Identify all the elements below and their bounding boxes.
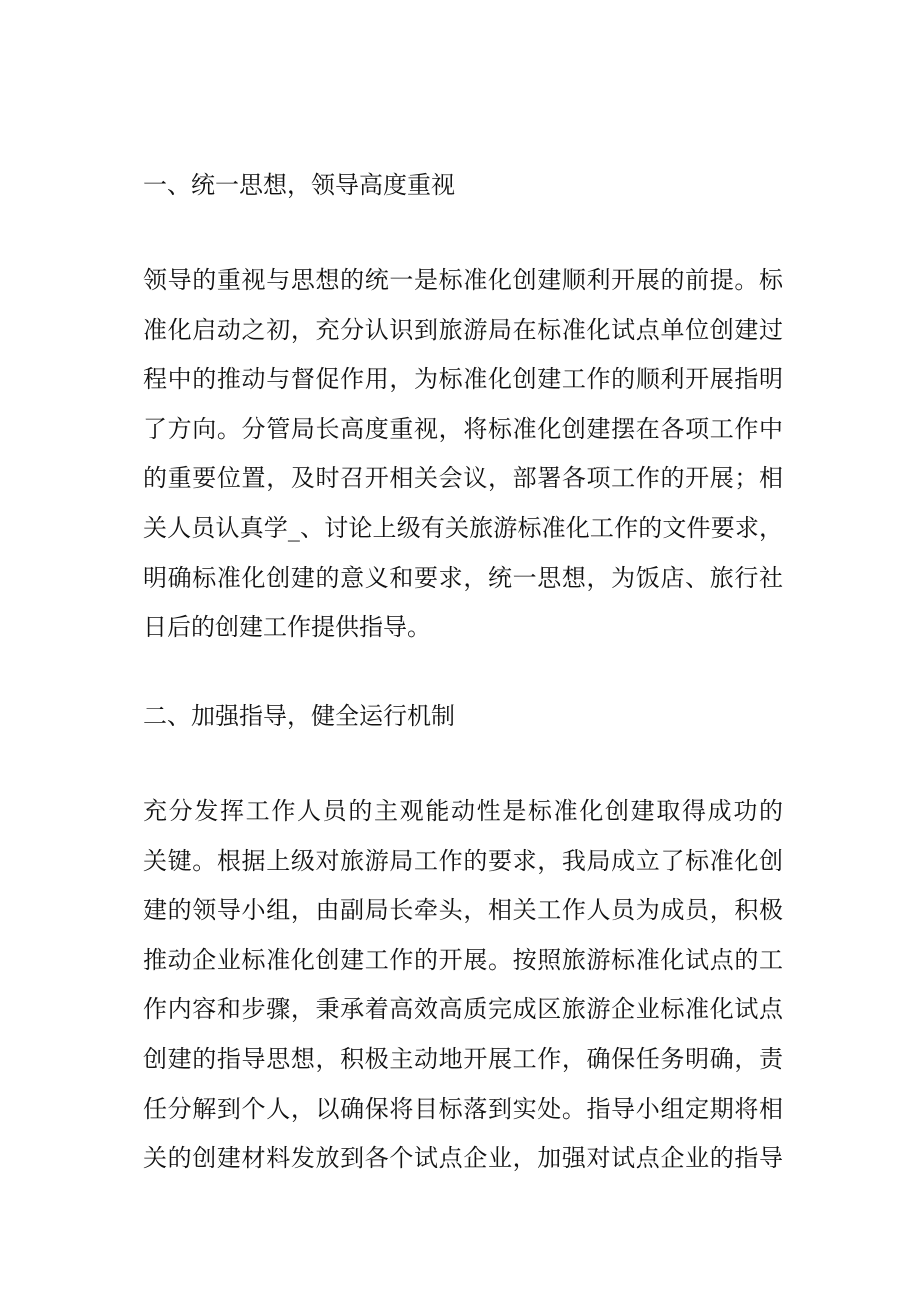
paragraph-line: 关人员认真学_、讨论上级有关旅游标准化工作的文件要求， xyxy=(143,513,783,542)
paragraph-line: 程中的推动与督促作用，为标准化创建工作的顺利开展指明 xyxy=(143,365,783,394)
paragraph-line: 作内容和步骤，秉承着高效高质完成区旅游企业标准化试点 xyxy=(143,995,783,1024)
paragraph-line: 明确标准化创建的意义和要求，统一思想，为饭店、旅行社 xyxy=(143,563,783,592)
section-paragraph-1 xyxy=(143,265,783,662)
paragraph-line: 关的创建材料发放到各个试点企业，加强对试点企业的指导 xyxy=(143,1144,783,1173)
paragraph-line: 创建的指导思想，积极主动地开展工作，确保任务明确，责 xyxy=(143,1044,783,1073)
paragraph-line: 了方向。分管局长高度重视，将标准化创建摆在各项工作中 xyxy=(143,414,783,443)
paragraph-line: 建的领导小组，由副局长牵头，相关工作人员为成员，积极 xyxy=(143,896,783,925)
paragraph-line: 关键。根据上级对旅游局工作的要求，我局成立了标准化创 xyxy=(143,846,783,875)
section-heading-1: 一、统一思想，领导高度重视 xyxy=(143,171,455,199)
paragraph-line: 任分解到个人，以确保将目标落到实处。指导小组定期将相 xyxy=(143,1094,783,1123)
paragraph-line: 的重要位置，及时召开相关会议，部署各项工作的开展；相 xyxy=(143,464,783,493)
paragraph-line: 推动企业标准化创建工作的开展。按照旅游标准化试点的工 xyxy=(143,945,783,974)
paragraph-line: 领导的重视与思想的统一是标准化创建顺利开展的前提。标 xyxy=(143,266,783,294)
paragraph-line: 充分发挥工作人员的主观能动性是标准化创建取得成功的 xyxy=(143,797,783,825)
paragraph-line: 日后的创建工作提供指导。 xyxy=(143,613,431,642)
section-paragraph-2 xyxy=(143,796,783,1193)
section-heading-2: 二、加强指导，健全运行机制 xyxy=(143,702,455,730)
paragraph-line: 准化启动之初，充分认识到旅游局在标准化试点单位创建过 xyxy=(143,315,783,344)
